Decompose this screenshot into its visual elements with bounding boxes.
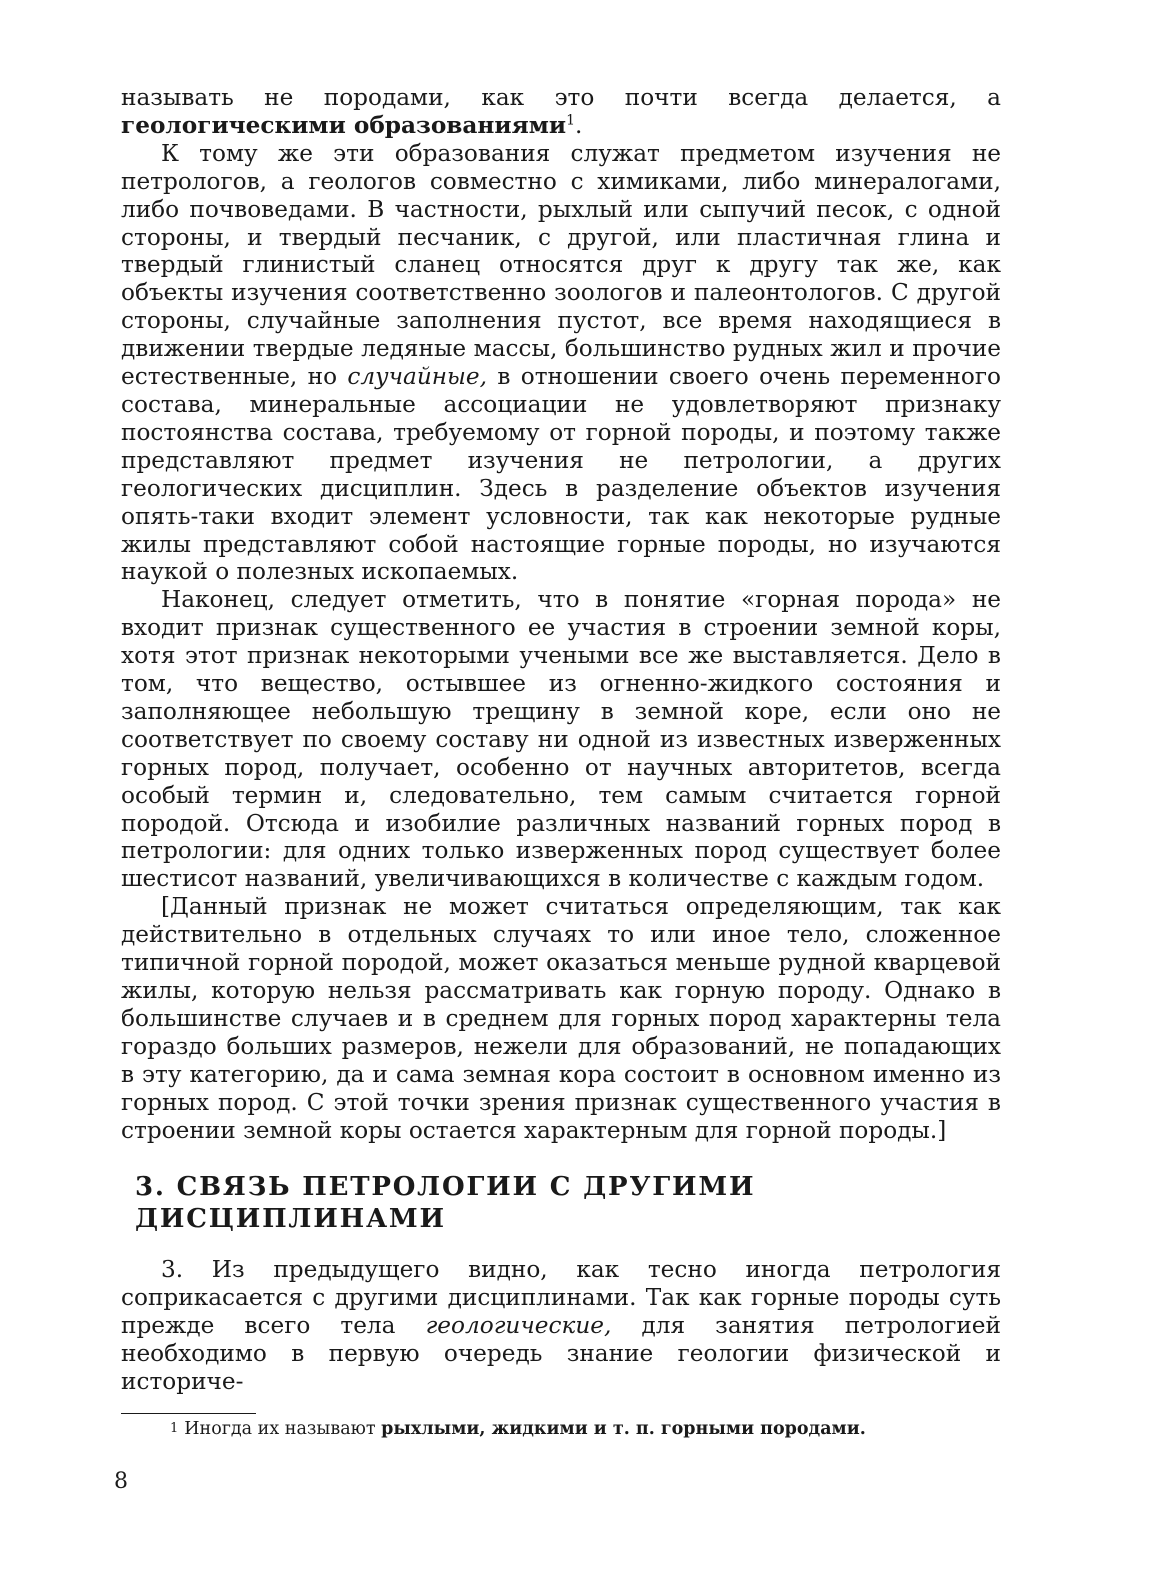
footnote-divider — [121, 1413, 256, 1414]
bold-term: геологическими образованиями — [121, 111, 567, 139]
paragraph-text: для занятия петрологией необходимо в первую очередь знание геологии физической и историче- — [121, 1312, 1001, 1396]
paragraph-text: 3. Из предыдущего видно, как тесно иногда петрология соприкасается с другими дисциплинами. Так как горные породы суть прежде всего тела — [121, 1256, 1001, 1340]
footnote-bold-text: рыхлыми, жидкими и т. п. горными породами. — [381, 1419, 866, 1439]
paragraph-continuation — [121, 84, 1001, 140]
page-body — [121, 84, 1001, 1396]
italic-term: геологические, — [425, 1312, 612, 1340]
paragraph: Наконец, следует отметить, что в понятие «горная порода» не входит признак существенного ее участия в строении земной коры, хотя этот признак некоторыми учеными все же выставляется. Дело в том, что вещество, остывшее из огненно-жидкого состояния и заполняющее небольшую трещину в земной коре, если оно не соответствует по своему составу ни одной из известных изверженных горных пород, получает, особенно от научных авторитетов, всегда особый термин и, следовательно, тем самым считается горной породой. Отсюда и изобилие различных названий горных пород в петрологии: для одних только изверженных пород существует более шестисот названий, увеличивающихся в количестве с каждым годом. — [121, 586, 1001, 893]
paragraph-text: . — [574, 111, 583, 139]
paragraph-bracketed: [Данный признак не может считаться определяющим, так как действительно в отдельных случаях то или иное тело, сложенное типичной горной породой, может оказаться меньше рудной кварцевой жилы, которую нельзя рассматривать как горную породу. Однако в большинстве случаев и в среднем для горных пород характерны тела гораздо больших размеров, нежели для образований, не попадающих в эту категорию, да и сама земная кора состоит в основном именно из горных пород. С этой точки зрения признак существенного участия в строении земной коры остается характерным для горной породы.] — [121, 893, 1001, 1144]
footnote — [170, 1418, 1000, 1440]
italic-term: случайные, — [347, 363, 488, 391]
paragraph-text: К тому же эти образования служат предметом изучения не петрологов, а геологов совместно с химиками, либо минералогами, либо почвоведами. В частности, рыхлый или сыпучий песок, с одной стороны, и твердый песчаник, с другой, или пластичная глина и твердый глинистый сланец относятся друг к другу так же, как объекты изучения соответственно зоологов и палеонтологов. С другой стороны, случайные заполнения пустот, все время находящиеся в движении твердые ледяные массы, большинство рудных жил и прочие естественные, но — [121, 139, 1001, 391]
footnote-mark: 1 — [170, 1421, 179, 1436]
footnote-reference[interactable]: 1 — [566, 112, 575, 129]
page-number: 8 — [114, 1469, 128, 1494]
paragraph-text: в отношении своего очень переменного состава, минеральные ассоциации не удовлетворяют признаку постоянства состава, требуемому от горной породы, и поэтому также представляют предмет изучения не петрологии, а других геологических дисциплин. Здесь в разделение объектов изучения опять-таки входит элемент условности, так как некоторые рудные жилы представляют собой настоящие горные породы, но изучаются наукой о полезных ископаемых. — [121, 363, 1001, 586]
section-heading: 3. СВЯЗЬ ПЕТРОЛОГИИ С ДРУГИМИ ДИСЦИПЛИНАМИ — [135, 1172, 756, 1235]
paragraph-text: называть не породами, как это почти всегда делается, а — [121, 84, 1001, 111]
footnote-text: Иногда их называют — [184, 1419, 382, 1439]
paragraph — [121, 1256, 1001, 1396]
paragraph — [121, 140, 1001, 587]
